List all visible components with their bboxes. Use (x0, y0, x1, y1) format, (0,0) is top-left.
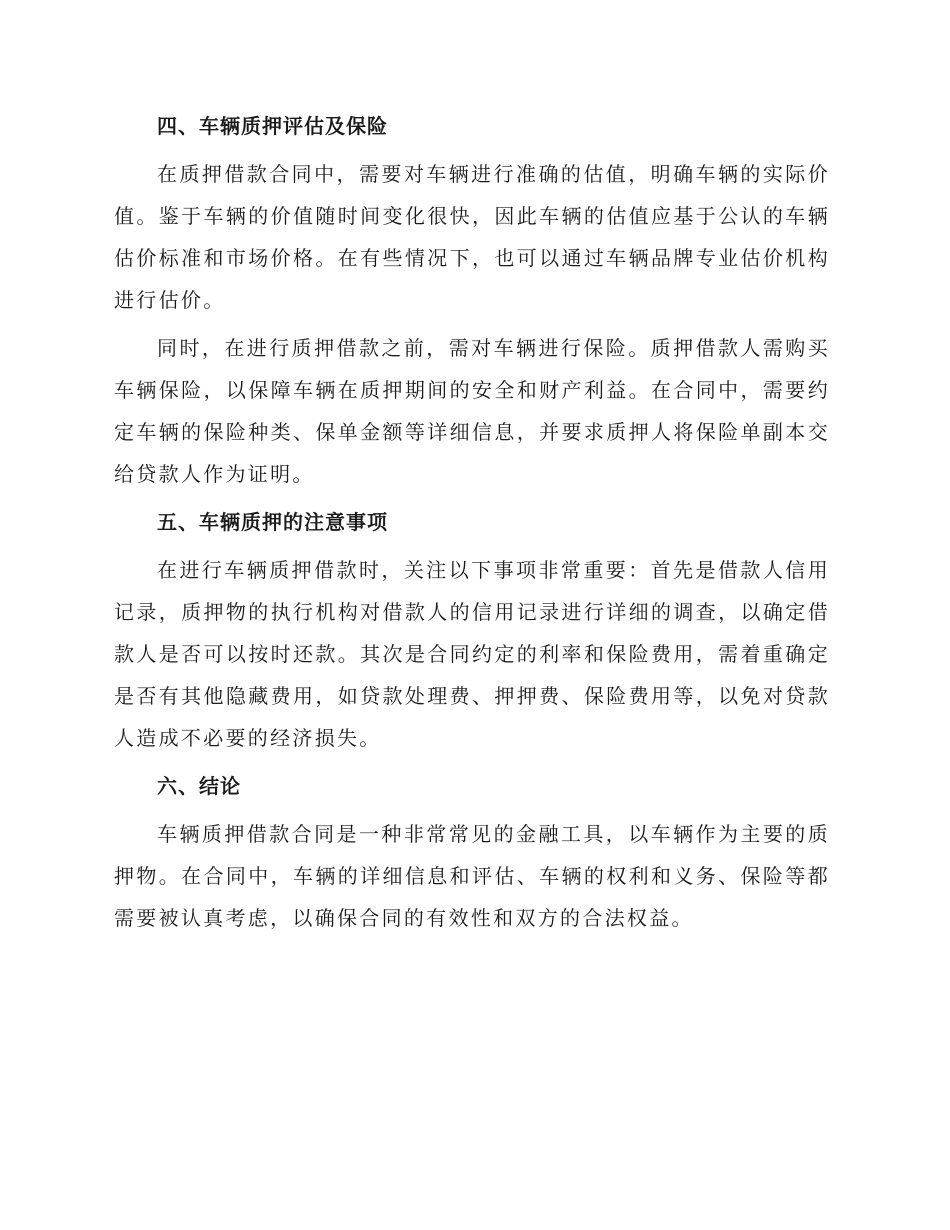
section-5 (114, 501, 830, 759)
section-6 (114, 765, 830, 939)
paragraph: 车辆质押借款合同是一种非常常见的金融工具，以车辆作为主要的质押物。在合同中，车辆的详细信息和评估、车辆的权利和义务、保险等都需要被认真考虑，以确保合同的有效性和双方的合法权益。 (114, 822, 830, 930)
document-page (114, 105, 830, 945)
section-4 (114, 105, 830, 495)
section-heading: 四、车辆质押评估及保险 (157, 114, 388, 138)
paragraph: 在质押借款合同中，需要对车辆进行准确的估值，明确车辆的实际价值。鉴于车辆的价值随时间变化很快，因此车辆的估值应基于公认的车辆估价标准和市场价格。在有些情况下，也可以通过车辆品牌专业估价机构进行估价。 (114, 162, 830, 312)
section-heading: 五、车辆质押的注意事项 (157, 510, 388, 534)
section-heading: 六、结论 (157, 774, 241, 798)
paragraph: 同时，在进行质押借款之前，需对车辆进行保险。质押借款人需购买车辆保险，以保障车辆在质押期间的安全和财产利益。在合同中，需要约定车辆的保险种类、保单金额等详细信息，并要求质押人将保险单副本交给贷款人作为证明。 (114, 336, 830, 486)
paragraph: 在进行车辆质押借款时，关注以下事项非常重要：首先是借款人信用记录，质押物的执行机构对借款人的信用记录进行详细的调查，以确定借款人是否可以按时还款。其次是合同约定的利率和保险费用，需着重确定是否有其他隐藏费用，如贷款处理费、押押费、保险费用等，以免对贷款人造成不必要的经济损失。 (114, 558, 830, 750)
